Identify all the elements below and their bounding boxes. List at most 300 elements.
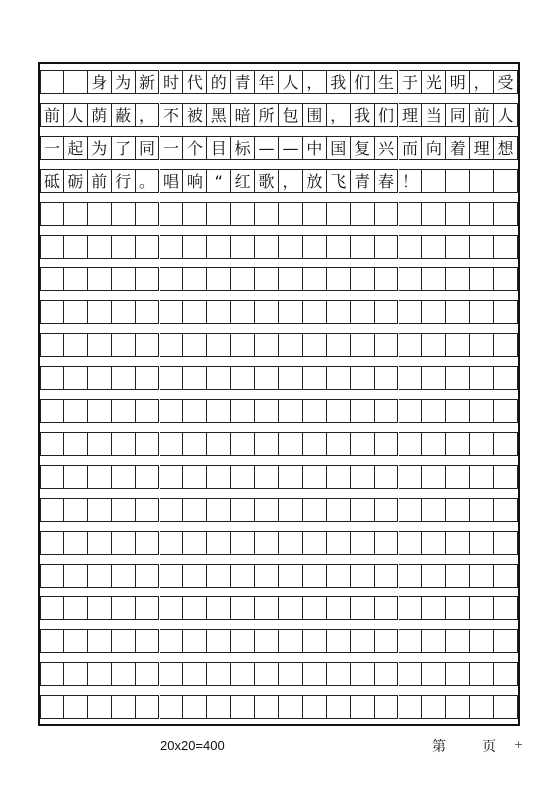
grid-row xyxy=(40,465,518,489)
grid-cell xyxy=(136,399,160,423)
grid-cell: 前 xyxy=(40,103,64,127)
grid-cell xyxy=(183,596,207,620)
grid-cell xyxy=(422,333,446,357)
grid-cell xyxy=(303,596,327,620)
grid-cell xyxy=(351,662,375,686)
grid-cell xyxy=(255,300,279,324)
grid-cell xyxy=(136,366,160,390)
grid-cell: 起 xyxy=(64,136,88,160)
grid-cell xyxy=(494,267,518,291)
grid-cell xyxy=(303,531,327,555)
grid-cell xyxy=(446,366,470,390)
grid-cell xyxy=(136,235,160,259)
grid-cell xyxy=(327,695,351,719)
grid-row xyxy=(40,564,518,588)
grid-cell xyxy=(351,465,375,489)
grid-cell xyxy=(375,662,399,686)
grid-cell: — xyxy=(255,136,279,160)
grid-cell xyxy=(327,432,351,456)
grid-cell xyxy=(279,596,303,620)
grid-cell xyxy=(303,300,327,324)
grid-cell: 蔽 xyxy=(112,103,136,127)
grid-cell xyxy=(160,267,184,291)
grid-cell: 所 xyxy=(255,103,279,127)
grid-cell: 想 xyxy=(494,136,518,160)
grid-cell xyxy=(183,498,207,522)
grid-cell xyxy=(136,695,160,719)
grid-cell xyxy=(494,366,518,390)
grid-cell xyxy=(88,202,112,226)
grid-cell: 一 xyxy=(160,136,184,160)
grid-cell xyxy=(231,695,255,719)
grid-cell xyxy=(160,596,184,620)
grid-cell xyxy=(351,629,375,653)
grid-cell xyxy=(327,267,351,291)
grid-cell xyxy=(303,629,327,653)
grid-cell xyxy=(375,235,399,259)
grid-cell xyxy=(40,465,64,489)
grid-cell: 的 xyxy=(207,70,231,94)
grid-cell xyxy=(112,498,136,522)
grid-row xyxy=(40,267,518,291)
grid-cell xyxy=(88,267,112,291)
grid-cell xyxy=(255,596,279,620)
grid-cell: 春 xyxy=(375,169,399,193)
grid-cell xyxy=(207,202,231,226)
grid-cell xyxy=(327,662,351,686)
grid-cell xyxy=(327,235,351,259)
grid-cell xyxy=(494,564,518,588)
grid-row xyxy=(40,70,518,94)
grid-cell xyxy=(255,399,279,423)
grid-cell xyxy=(88,333,112,357)
grid-cell xyxy=(470,169,494,193)
grid-cell xyxy=(112,399,136,423)
grid-cell: 人 xyxy=(279,70,303,94)
grid-cell xyxy=(112,465,136,489)
grid-cell xyxy=(160,300,184,324)
grid-cell xyxy=(279,629,303,653)
grid-cell xyxy=(64,596,88,620)
grid-cell xyxy=(422,498,446,522)
grid-cell xyxy=(88,564,112,588)
grid-cell xyxy=(112,300,136,324)
grid-cell xyxy=(231,333,255,357)
grid-cell xyxy=(375,432,399,456)
grid-cell xyxy=(207,366,231,390)
grid-row xyxy=(40,432,518,456)
grid-cell xyxy=(399,695,423,719)
grid-cell xyxy=(255,531,279,555)
grid-cell xyxy=(351,267,375,291)
grid-cell: 我 xyxy=(327,70,351,94)
grid-cell: 向 xyxy=(422,136,446,160)
grid-cell xyxy=(231,267,255,291)
grid-cell: ， xyxy=(279,169,303,193)
grid-cell xyxy=(231,564,255,588)
grid-cell xyxy=(136,596,160,620)
grid-cell xyxy=(303,432,327,456)
grid-cell xyxy=(112,202,136,226)
grid-row xyxy=(40,596,518,620)
grid-cell: 们 xyxy=(351,70,375,94)
grid-cell xyxy=(207,300,231,324)
grid-cell xyxy=(160,498,184,522)
grid-cell xyxy=(422,432,446,456)
grid-cell xyxy=(399,465,423,489)
grid-cell xyxy=(88,465,112,489)
grid-cell xyxy=(399,531,423,555)
grid-cell xyxy=(494,399,518,423)
grid-cell xyxy=(422,235,446,259)
grid-cell: 光 xyxy=(422,70,446,94)
grid-cell xyxy=(446,564,470,588)
grid-cell xyxy=(40,366,64,390)
grid-cell xyxy=(88,498,112,522)
grid-cell xyxy=(470,564,494,588)
grid-cell xyxy=(160,564,184,588)
grid-cell: 为 xyxy=(112,70,136,94)
grid-cell xyxy=(136,531,160,555)
grid-cell xyxy=(231,202,255,226)
grid-cell xyxy=(446,531,470,555)
grid-cell xyxy=(255,662,279,686)
grid-cell xyxy=(160,465,184,489)
page-label-di: 第 xyxy=(432,739,446,755)
grid-row xyxy=(40,399,518,423)
grid-cell: ！ xyxy=(399,169,423,193)
grid-cell xyxy=(446,235,470,259)
grid-cell xyxy=(231,629,255,653)
grid-cell xyxy=(183,333,207,357)
grid-cell xyxy=(231,399,255,423)
grid-cell: 砺 xyxy=(64,169,88,193)
grid-cell xyxy=(470,695,494,719)
grid-cell xyxy=(160,432,184,456)
grid-cell xyxy=(64,695,88,719)
grid-cell xyxy=(422,531,446,555)
grid-cell xyxy=(303,202,327,226)
grid-cell: 中 xyxy=(303,136,327,160)
grid-cell xyxy=(470,465,494,489)
grid-cell xyxy=(327,300,351,324)
grid-cell xyxy=(112,596,136,620)
grid-cell xyxy=(446,300,470,324)
grid-cell xyxy=(446,695,470,719)
grid-cell xyxy=(64,564,88,588)
grid-cell xyxy=(375,498,399,522)
grid-cell xyxy=(112,366,136,390)
grid-cell: 。 xyxy=(136,169,160,193)
grid-cell: 明 xyxy=(446,70,470,94)
grid-row xyxy=(40,662,518,686)
grid-cell: 前 xyxy=(88,169,112,193)
grid-cell xyxy=(88,629,112,653)
grid-cell xyxy=(494,202,518,226)
grid-cell: 包 xyxy=(279,103,303,127)
grid-cell xyxy=(470,432,494,456)
grid-cell xyxy=(112,531,136,555)
grid-cell xyxy=(112,629,136,653)
grid-cell xyxy=(160,531,184,555)
grid-cell xyxy=(279,564,303,588)
grid-cell xyxy=(279,202,303,226)
grid-cell xyxy=(375,564,399,588)
grid-cell xyxy=(279,267,303,291)
grid-cell: 于 xyxy=(399,70,423,94)
grid-cell: 人 xyxy=(64,103,88,127)
grid-cell xyxy=(351,202,375,226)
grid-cell xyxy=(255,432,279,456)
grid-cell: 理 xyxy=(399,103,423,127)
grid-cell xyxy=(446,333,470,357)
grid-cell xyxy=(470,202,494,226)
grid-cell xyxy=(303,662,327,686)
grid-cell xyxy=(64,465,88,489)
grid-cell xyxy=(255,202,279,226)
grid-cell: 代 xyxy=(183,70,207,94)
grid-cell xyxy=(375,695,399,719)
grid-cell: 受 xyxy=(494,70,518,94)
grid-cell xyxy=(327,564,351,588)
grid-cell xyxy=(399,235,423,259)
grid-cell xyxy=(207,267,231,291)
grid-cell: 响 xyxy=(183,169,207,193)
grid-cell xyxy=(351,498,375,522)
grid-cell xyxy=(136,432,160,456)
grid-cell xyxy=(327,366,351,390)
grid-cell xyxy=(351,333,375,357)
grid-cell xyxy=(422,564,446,588)
grid-cell xyxy=(207,465,231,489)
grid-cell xyxy=(279,235,303,259)
grid-cell xyxy=(88,596,112,620)
grid-cell: 黑 xyxy=(207,103,231,127)
grid-cell xyxy=(183,629,207,653)
grid-cell xyxy=(64,366,88,390)
grid-cell xyxy=(494,596,518,620)
grid-cell xyxy=(64,498,88,522)
grid-cell xyxy=(112,695,136,719)
grid-cell xyxy=(40,70,64,94)
grid-cell xyxy=(399,202,423,226)
grid-cell xyxy=(231,498,255,522)
grid-cell: ， xyxy=(470,70,494,94)
grid-cell xyxy=(112,564,136,588)
grid-cell xyxy=(446,498,470,522)
grid-cell xyxy=(64,662,88,686)
grid-cell xyxy=(446,202,470,226)
grid-cell xyxy=(160,662,184,686)
grid-cell xyxy=(207,235,231,259)
grid-cell xyxy=(207,432,231,456)
grid-cell xyxy=(112,235,136,259)
grid-cell xyxy=(136,333,160,357)
grid-cell xyxy=(327,498,351,522)
grid-cell: 生 xyxy=(375,70,399,94)
grid-cell: “ xyxy=(207,169,231,193)
grid-cell: 前 xyxy=(470,103,494,127)
grid-cell xyxy=(470,662,494,686)
grid-cell xyxy=(64,70,88,94)
grid-cell xyxy=(183,399,207,423)
grid-cell xyxy=(303,465,327,489)
grid-cell xyxy=(88,366,112,390)
grid-row xyxy=(40,235,518,259)
grid-cell xyxy=(399,333,423,357)
grid-cell xyxy=(494,695,518,719)
grid-cell xyxy=(255,465,279,489)
grid-cell xyxy=(446,662,470,686)
grid-cell xyxy=(375,333,399,357)
grid-cell xyxy=(375,465,399,489)
grid-cell xyxy=(279,366,303,390)
grid-cell xyxy=(351,300,375,324)
grid-cell xyxy=(88,399,112,423)
grid-cell: 青 xyxy=(351,169,375,193)
grid-cell: 唱 xyxy=(160,169,184,193)
grid-cell xyxy=(399,564,423,588)
page-label-ye: 页 xyxy=(482,739,496,755)
grid-cell xyxy=(40,662,64,686)
grid-cell xyxy=(470,498,494,522)
grid-cell xyxy=(327,399,351,423)
grid-cell xyxy=(183,564,207,588)
grid-cell xyxy=(494,300,518,324)
grid-cell xyxy=(40,202,64,226)
grid-cell xyxy=(255,695,279,719)
grid-row xyxy=(40,531,518,555)
grid-cell xyxy=(351,531,375,555)
grid-cell xyxy=(375,596,399,620)
grid-cell: 围 xyxy=(303,103,327,127)
grid-cell xyxy=(279,432,303,456)
grid-cell xyxy=(375,267,399,291)
grid-cell xyxy=(494,465,518,489)
grid-cell xyxy=(207,695,231,719)
grid-cell: 而 xyxy=(399,136,423,160)
grid-cell: 为 xyxy=(88,136,112,160)
grid-cell xyxy=(231,596,255,620)
grid-cell: ， xyxy=(136,103,160,127)
grid-cell: 着 xyxy=(446,136,470,160)
grid-cell xyxy=(40,432,64,456)
grid-cell xyxy=(183,267,207,291)
grid-row xyxy=(40,333,518,357)
grid-cell xyxy=(112,267,136,291)
grid-cell: 被 xyxy=(183,103,207,127)
grid-cell xyxy=(40,564,64,588)
grid-cell xyxy=(40,695,64,719)
grid-cell xyxy=(64,235,88,259)
grid-cell xyxy=(470,300,494,324)
grid-cell xyxy=(231,366,255,390)
grid-cell: 青 xyxy=(231,70,255,94)
grid-cell xyxy=(136,564,160,588)
grid-cell xyxy=(470,366,494,390)
grid-cell xyxy=(88,235,112,259)
grid-cell xyxy=(136,202,160,226)
grid-cell xyxy=(399,498,423,522)
grid-cell xyxy=(303,235,327,259)
grid-cell xyxy=(207,399,231,423)
grid-cell xyxy=(40,596,64,620)
grid-cell xyxy=(303,399,327,423)
grid-cell xyxy=(183,300,207,324)
grid-count-label: 20x20=400 xyxy=(160,738,225,753)
grid-cell xyxy=(494,629,518,653)
grid-cell xyxy=(255,267,279,291)
grid-cell: 放 xyxy=(303,169,327,193)
grid-cell: ， xyxy=(303,70,327,94)
grid-cell: 砥 xyxy=(40,169,64,193)
grid-cell xyxy=(279,333,303,357)
grid-cell: 身 xyxy=(88,70,112,94)
grid-cell xyxy=(183,432,207,456)
grid-cell xyxy=(40,300,64,324)
grid-cell xyxy=(231,662,255,686)
grid-cell xyxy=(494,531,518,555)
grid-cell: 行 xyxy=(112,169,136,193)
grid-cell xyxy=(494,235,518,259)
grid-cell xyxy=(470,596,494,620)
grid-cell xyxy=(470,629,494,653)
grid-cell xyxy=(470,235,494,259)
grid-cell xyxy=(183,235,207,259)
grid-cell xyxy=(279,300,303,324)
grid-cell xyxy=(255,564,279,588)
grid-cell: 了 xyxy=(112,136,136,160)
grid-cell xyxy=(351,235,375,259)
grid-cell: 当 xyxy=(422,103,446,127)
grid-cell xyxy=(112,432,136,456)
grid-cell xyxy=(399,432,423,456)
grid-cell xyxy=(160,629,184,653)
grid-row xyxy=(40,629,518,653)
grid-cell xyxy=(136,267,160,291)
grid-cell xyxy=(112,662,136,686)
grid-cell xyxy=(399,629,423,653)
grid-cell xyxy=(160,235,184,259)
grid-cell xyxy=(494,333,518,357)
grid-cell xyxy=(303,498,327,522)
grid-cell xyxy=(351,564,375,588)
grid-cell xyxy=(64,399,88,423)
grid-cell xyxy=(422,662,446,686)
grid-cell xyxy=(399,300,423,324)
grid-cell xyxy=(494,432,518,456)
grid-cell xyxy=(422,267,446,291)
grid-cell: 暗 xyxy=(231,103,255,127)
grid-cell xyxy=(279,498,303,522)
grid-cell xyxy=(88,662,112,686)
grid-cell xyxy=(136,662,160,686)
grid-cell: 国 xyxy=(327,136,351,160)
grid-cell xyxy=(40,498,64,522)
grid-cell xyxy=(327,465,351,489)
grid-cell xyxy=(327,531,351,555)
grid-cell: 理 xyxy=(470,136,494,160)
grid-cell xyxy=(40,531,64,555)
grid-cell xyxy=(207,629,231,653)
grid-cell xyxy=(399,662,423,686)
grid-row xyxy=(40,695,518,719)
grid-cell xyxy=(136,300,160,324)
grid-frame xyxy=(38,62,520,726)
grid-row xyxy=(40,366,518,390)
grid-cell xyxy=(303,564,327,588)
grid-cell xyxy=(160,202,184,226)
